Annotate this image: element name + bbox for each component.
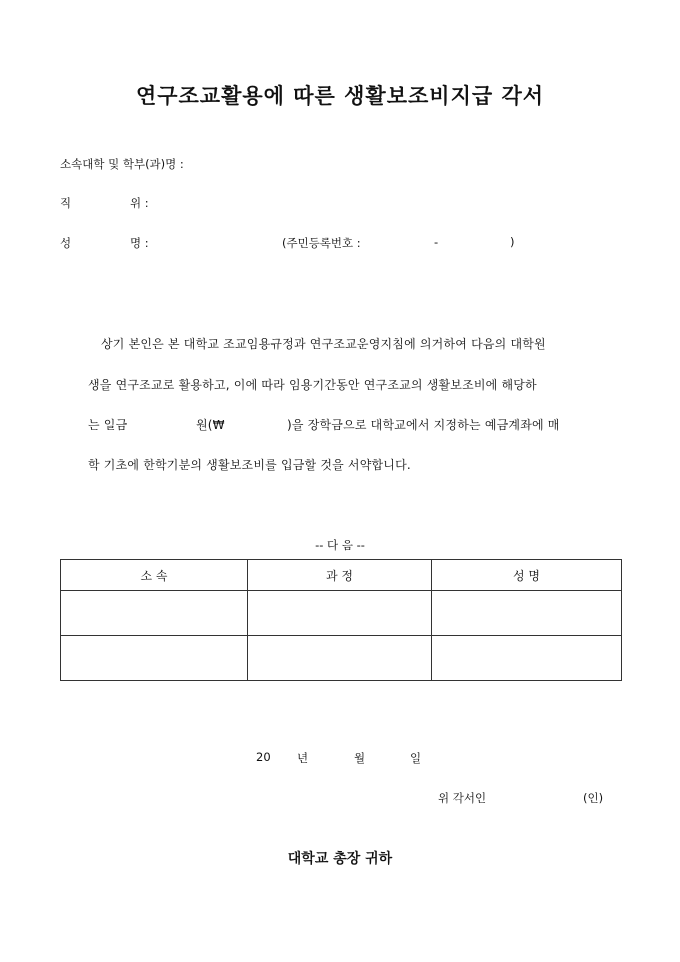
signer-label: 위 각서인: [438, 791, 487, 805]
header-affiliation: 소 속: [61, 560, 248, 591]
resident-id-label: (주민등록번호 :: [282, 236, 361, 250]
header-name: 성 명: [432, 560, 622, 591]
table-cell: [432, 591, 622, 636]
date-month: 월: [354, 751, 366, 765]
header-course: 과 정: [248, 560, 432, 591]
date-day: 일: [410, 751, 422, 765]
table-row: [61, 636, 622, 681]
name-label-first: 성: [60, 236, 72, 250]
affiliation-label: 소속대학 및 학부(과)명 :: [60, 157, 184, 171]
resident-id-close: ): [510, 235, 515, 249]
body-line-3b: 원(₩: [196, 418, 225, 432]
table-cell: [248, 591, 432, 636]
closing-addressee: 대학교 총장 귀하: [287, 851, 393, 867]
recipient-table: [60, 559, 622, 681]
table-row: [61, 591, 622, 636]
table-cell: [61, 636, 248, 681]
table-cell: [432, 636, 622, 681]
resident-id-dash: -: [434, 235, 439, 249]
document-title: 연구조교활용에 따른 생활보조비지급 각서: [135, 83, 545, 108]
position-label-first: 직: [60, 196, 72, 210]
body-line-1: 상기 본인은 본 대학교 조교임용규정과 연구조교운영지침에 의거하여 다음의 대학원: [101, 337, 546, 351]
body-line-3c: )을 장학금으로 대학교에서 지정하는 예금계좌에 매: [287, 418, 560, 432]
name-label-second: 명 :: [130, 236, 149, 250]
table-cell: [61, 591, 248, 636]
date-year-prefix: 20: [256, 750, 271, 764]
notice-heading: -- 다 음 --: [315, 538, 365, 552]
date-year: 년: [297, 751, 309, 765]
seal-mark: (인): [583, 791, 604, 805]
table-header-row: [61, 560, 622, 591]
table-cell: [248, 636, 432, 681]
body-line-3a: 는 일금: [88, 418, 128, 432]
position-label-second: 위 :: [130, 196, 149, 210]
body-line-4: 학 기초에 한학기분의 생활보조비를 입금할 것을 서약합니다.: [88, 458, 411, 472]
body-line-2: 생을 연구조교로 활용하고, 이에 따라 임용기간동안 연구조교의 생활보조비에 해당하: [88, 378, 537, 392]
